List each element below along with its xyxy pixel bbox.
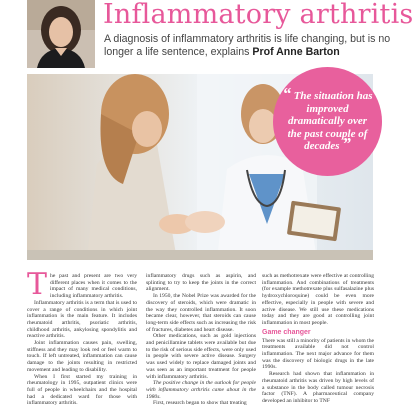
standfirst-text: A diagnosis of inflammatory arthritis is life changing, but is no longer a life sentence, explains (104, 33, 391, 58)
article-paragraph: The positive change in the outlook for people with inflammatory arthritis came about in the 1980s. (146, 380, 256, 400)
byline: Prof Anne Barton (252, 46, 340, 58)
article-paragraph: In 1950, the Nobel Prize was awarded for the discovery of steroids, which were dramatic in the way they controlled inflammation. It soon became clear, however, that steroids can cause long-term side effects such as increasing the risk of fractures, diabetes and heart disease. (146, 293, 256, 333)
open-quote-mark: “ (282, 84, 291, 104)
standfirst (104, 33, 396, 59)
headline: Inflammatory arthritis (103, 0, 413, 30)
article-column-3 (262, 273, 374, 405)
subhead: Game changer (262, 328, 311, 336)
article-column-1 (27, 267, 137, 407)
article-paragraph (27, 267, 137, 302)
article-paragraph: Inflammatory arthritis is a term that is used to cover a range of conditions in which joint inflammation is the main feature. It includes rheumatoid arthritis, psoriatic arthritis, childhood arthritis, ankylosing spondylitis and reactive arthritis. (27, 299, 137, 340)
article-paragraph: Other medications, such as gold injections and penicillamine tablets were available but due to the risk of serious side effects, were only used in people with severe active disease. Surgery was used widely to replace damaged joints and was seen as an important treatment for people with inflammatory arthritis. (146, 333, 256, 380)
article-paragraph-text: he past and present are two very different places when it comes to the impact of many medical conditions, including inflammatory arthritis. (50, 273, 137, 300)
article-paragraph: such as methotrexate were effective at controlling inflammation. And combinations of treatments (for example methotrexate plus sulfasalazine plus hydroxychloroquine) could be even more effective, especially in people with severe and active disease. We still use these medications today and they are good at controlling joint inflammation in most people. (262, 273, 374, 326)
pull-quote (273, 67, 382, 176)
author-photo (27, 0, 95, 68)
article-paragraph: inflammatory drugs such as aspirin, and splinting to try to keep the joints in the correct alignment. (146, 273, 256, 293)
close-quote-mark: ” (342, 134, 351, 154)
article-paragraph: When I first started my training in rheumatology in 1995, outpatient clinics were full of people in wheelchairs and the hospital had a dedicated ward for those with inflammatory arthritis. (27, 373, 137, 407)
article-paragraph: Joint inflammation causes pain, swelling, stiffness and they may look red or feel warm to touch. If left untreated, inflammation can cause damage to the joints resulting in restricted movement and leading to disability. (27, 340, 137, 373)
article-column-2 (146, 273, 256, 407)
pull-quote-text-block (281, 84, 374, 154)
article-paragraph: First, research began to show that treating (153, 400, 247, 407)
article-header (0, 0, 413, 72)
drop-cap: T (27, 267, 48, 302)
article-paragraph: Research had shown that inflammation in rheumatoid arthritis was driven by high levels of a substance in the body called tumour necrosis factor (TNF). A pharmaceutical company developed an inhibitor to TNF (262, 371, 374, 404)
article-paragraph: There was still a minority of patients in whom the treatments available did not control inflammation. The next major advance for them was the discovery of biologic drugs in the late 1990s. (262, 337, 374, 371)
pull-quote-text: The situation has improved dramatically over the past couple of decades (287, 90, 373, 153)
